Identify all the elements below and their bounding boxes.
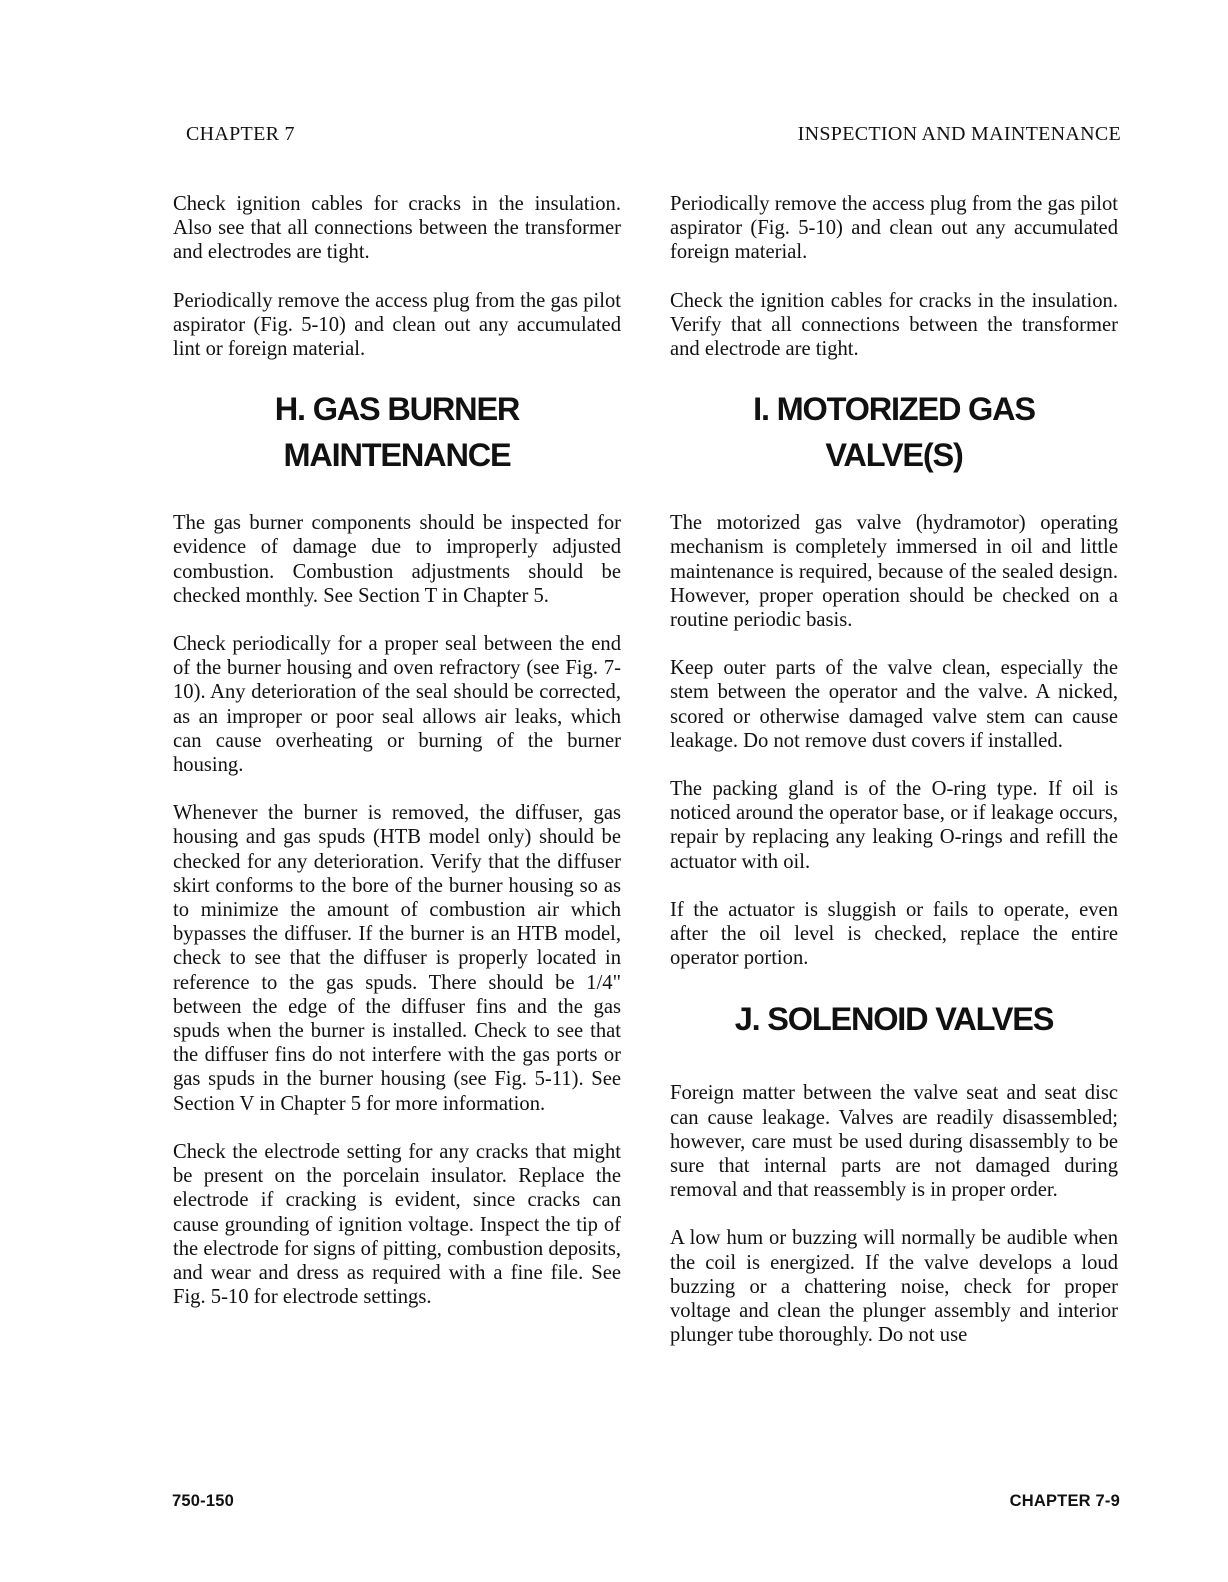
paragraph: Check the ignition cables for cracks in the insulation. Verify that all connections between the transformer and electrode are tight. [670, 289, 1118, 361]
document-number: 750-150 [172, 1492, 234, 1510]
paragraph: Check the electrode setting for any cracks that might be present on the porcelain insulator. Replace the electrode if cracking is evident, since cracks can cause grounding of ignition voltage. Inspect the tip of the electrode for signs of pitting, combustion deposits, and wear and dress as required with a fine file. See Fig. 5-10 for electrode settings. [173, 1140, 621, 1309]
section-title-line: VALVE(S) [825, 437, 963, 474]
chapter-label: CHAPTER 7 [186, 123, 295, 145]
section-title-j [670, 996, 1118, 1042]
paragraph: Periodically remove the access plug from the gas pilot aspirator (Fig. 5-10) and clean out any accumulated lint or foreign material. [173, 289, 621, 361]
section-title-line: J. SOLENOID VALVES [734, 1001, 1054, 1038]
paragraph: Foreign matter between the valve seat and seat disc can cause leakage. Valves are readily disassembled; however, care must be used during disassembly to be sure that internal parts are not damaged during removal and that reassembly is in proper order. [670, 1082, 1118, 1202]
section-title-line: H. GAS BURNER [274, 391, 520, 428]
paragraph: If the actuator is sluggish or fails to operate, even after the oil level is checked, replace the entire operator portion. [670, 898, 1118, 970]
paragraph: The gas burner components should be inspected for evidence of damage due to improperly adjusted combustion. Combustion adjustments should be checked monthly. See Section T in Chapter 5. [173, 512, 621, 607]
right-column [670, 192, 1118, 1348]
section-title-h [173, 386, 621, 478]
page-number: CHAPTER 7-9 [1009, 1492, 1120, 1510]
section-heading-label: INSPECTION AND MAINTENANCE [797, 123, 1121, 145]
section-title-line: MAINTENANCE [283, 437, 511, 474]
paragraph: A low hum or buzzing will normally be audible when the coil is energized. If the valve develops a loud buzzing or a chattering noise, check for proper voltage and clean the plunger assembly and interior plunger tube thoroughly. Do not use [670, 1227, 1118, 1347]
paragraph: The motorized gas valve (hydramotor) operating mechanism is completely immersed in oil and little maintenance is required, because of the sealed design. However, proper operation should be checked on a routine periodic basis. [670, 512, 1118, 632]
paragraph: Whenever the burner is removed, the diffuser, gas housing and gas spuds (HTB model only) should be checked for any deterioration. Verify that the diffuser skirt conforms to the bore of the burner housing so as to minimize the amount of combustion air which bypasses the diffuser. If the burner is an HTB model, check to see that the diffuser is properly located in reference to the gas spuds. There should be 1/4" between the edge of the diffuser fins and the gas spuds when the burner is installed. Check to see that the diffuser fins do not interfere with the gas ports or gas spuds in the burner housing (see Fig. 5-11). See Section V in Chapter 5 for more information. [173, 802, 621, 1115]
paragraph: The packing gland is of the O-ring type. If oil is noticed around the operator base, or if leakage occurs, repair by replacing any leaking O-rings and refill the actuator with oil. [670, 778, 1118, 873]
paragraph: Check ignition cables for cracks in the insulation. Also see that all connections between the transformer and electrodes are tight. [173, 193, 621, 264]
section-title-i [670, 386, 1118, 478]
paragraph: Periodically remove the access plug from the gas pilot aspirator (Fig. 5-10) and clean out any accumulated foreign material. [670, 193, 1118, 264]
paragraph: Keep outer parts of the valve clean, especially the stem between the operator and the valve. A nicked, scored or otherwise damaged valve stem can cause leakage. Do not remove dust covers if installed. [670, 657, 1118, 752]
section-title-line: I. MOTORIZED GAS [753, 391, 1035, 428]
page-header [186, 123, 1121, 153]
paragraph: Check periodically for a proper seal between the end of the burner housing and oven refractory (see Fig. 7-10). Any deterioration of the seal should be corrected, as an improper or poor seal allows air leaks, which can cause overheating or burning of the burner housing. [173, 633, 621, 777]
left-column [173, 192, 621, 1309]
page-footer [172, 1492, 1120, 1516]
